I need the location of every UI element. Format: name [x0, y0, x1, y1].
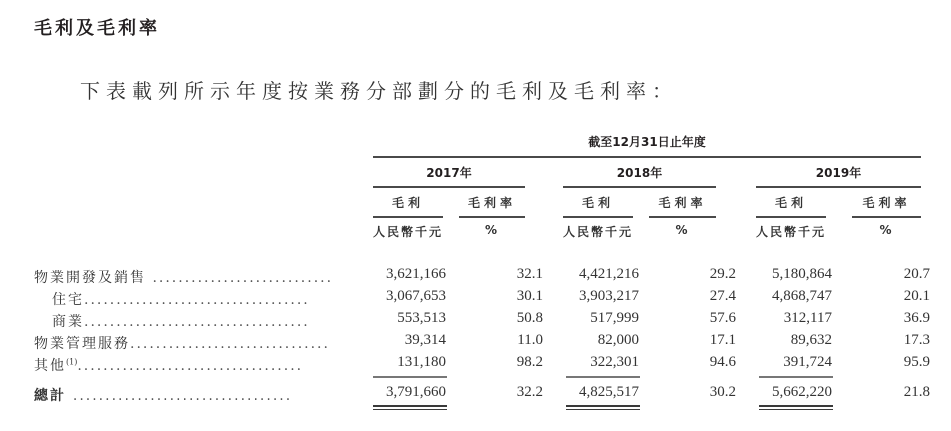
- subtotal-rule: [566, 376, 640, 378]
- gross-profit-2017: 553,513: [397, 310, 446, 326]
- year-header-2019: 2019年: [815, 166, 862, 180]
- row-label: 商業...................................: [52, 314, 310, 330]
- unit-rmb-2019: 人民幣千元: [755, 225, 826, 239]
- gross-margin-2019: 20.1: [903, 288, 930, 304]
- gross-profit-2017: 131,180: [397, 354, 446, 370]
- total-gross-margin-2018: 30.2: [709, 384, 736, 400]
- gross-margin-2017: 50.8: [516, 310, 543, 326]
- double-underline: [759, 405, 833, 410]
- col-rule: [373, 216, 443, 218]
- year-header-2018: 2018年: [616, 166, 663, 180]
- col-gross-margin-2017: 毛利率: [467, 196, 516, 210]
- gross-margin-2019: 36.9: [903, 310, 930, 326]
- col-gross-margin-2019: 毛利率: [862, 196, 911, 210]
- period-rule: [373, 156, 921, 158]
- col-gross-profit-2019: 毛利: [774, 196, 807, 210]
- unit-percent-2018: %: [675, 223, 690, 237]
- gross-profit-2018: 82,000: [597, 332, 639, 348]
- gross-profit-2018: 322,301: [590, 354, 639, 370]
- gross-margin-2018: 57.6: [709, 310, 736, 326]
- footnote-marker: (1): [66, 357, 78, 367]
- gross-margin-2017: 32.1: [516, 266, 543, 282]
- gross-profit-2017: 3,067,653: [386, 288, 446, 304]
- gross-margin-2017: 11.0: [517, 332, 543, 348]
- gross-profit-2019: 391,724: [783, 354, 832, 370]
- gross-profit-2019: 89,632: [790, 332, 832, 348]
- gross-margin-2018: 27.4: [709, 288, 736, 304]
- unit-percent-2019: %: [879, 223, 894, 237]
- col-gross-profit-2018: 毛利: [581, 196, 614, 210]
- gross-profit-2019: 5,180,864: [772, 266, 832, 282]
- row-label: 物業開發及銷售 ............................: [34, 270, 334, 286]
- gross-profit-2017: 39,314: [404, 332, 446, 348]
- gross-margin-2018: 17.1: [709, 332, 736, 348]
- col-rule: [563, 216, 633, 218]
- total-label: 總計 ..................................: [34, 388, 293, 404]
- total-gross-profit-2019: 5,662,220: [772, 384, 832, 400]
- total-gross-margin-2017: 32.2: [516, 384, 543, 400]
- col-rule: [649, 216, 716, 218]
- subtotal-rule: [759, 376, 833, 378]
- unit-percent-2017: %: [484, 223, 500, 237]
- gross-margin-2017: 30.1: [516, 288, 543, 304]
- intro-paragraph: 下表載列所示年度按業務分部劃分的毛利及毛利率：: [80, 79, 678, 103]
- col-gross-margin-2018: 毛利率: [658, 196, 707, 210]
- subtotal-rule: [373, 376, 447, 378]
- gross-profit-2019: 4,868,747: [772, 288, 832, 304]
- double-underline: [566, 405, 640, 410]
- gross-margin-2019: 17.3: [903, 332, 930, 348]
- col-rule: [459, 216, 525, 218]
- col-gross-profit-2017: 毛利: [391, 196, 424, 210]
- unit-rmb-2018: 人民幣千元: [562, 225, 633, 239]
- gross-margin-2018: 94.6: [709, 354, 736, 370]
- gross-profit-2018: 517,999: [590, 310, 639, 326]
- gross-profit-2018: 4,421,216: [579, 266, 639, 282]
- gross-margin-2018: 29.2: [709, 266, 736, 282]
- row-label: 物業管理服務...............................: [34, 336, 330, 352]
- year-rule-2018: [563, 186, 716, 188]
- gross-profit-2018: 3,903,217: [579, 288, 639, 304]
- year-rule-2019: [756, 186, 921, 188]
- double-underline: [373, 405, 447, 410]
- section-heading: 毛利及毛利率: [34, 18, 160, 39]
- gross-margin-2019: 95.9: [903, 354, 930, 370]
- col-rule: [852, 216, 921, 218]
- row-label: 住宅...................................: [52, 292, 310, 308]
- year-header-2017: 2017年: [426, 166, 472, 180]
- total-gross-profit-2017: 3,791,660: [386, 384, 446, 400]
- gross-margin-2019: 20.7: [903, 266, 930, 282]
- gross-profit-2019: 312,117: [783, 310, 832, 326]
- gross-margin-2017: 98.2: [516, 354, 543, 370]
- col-rule: [756, 216, 826, 218]
- unit-rmb-2017: 人民幣千元: [372, 225, 443, 239]
- period-header: 截至12月31日止年度: [588, 135, 706, 149]
- gross-profit-2017: 3,621,166: [386, 266, 446, 282]
- row-label: 其他$^{(1)}$...................................: [34, 357, 304, 374]
- year-rule-2017: [373, 186, 525, 188]
- total-gross-profit-2018: 4,825,517: [579, 384, 639, 400]
- total-gross-margin-2019: 21.8: [903, 384, 930, 400]
